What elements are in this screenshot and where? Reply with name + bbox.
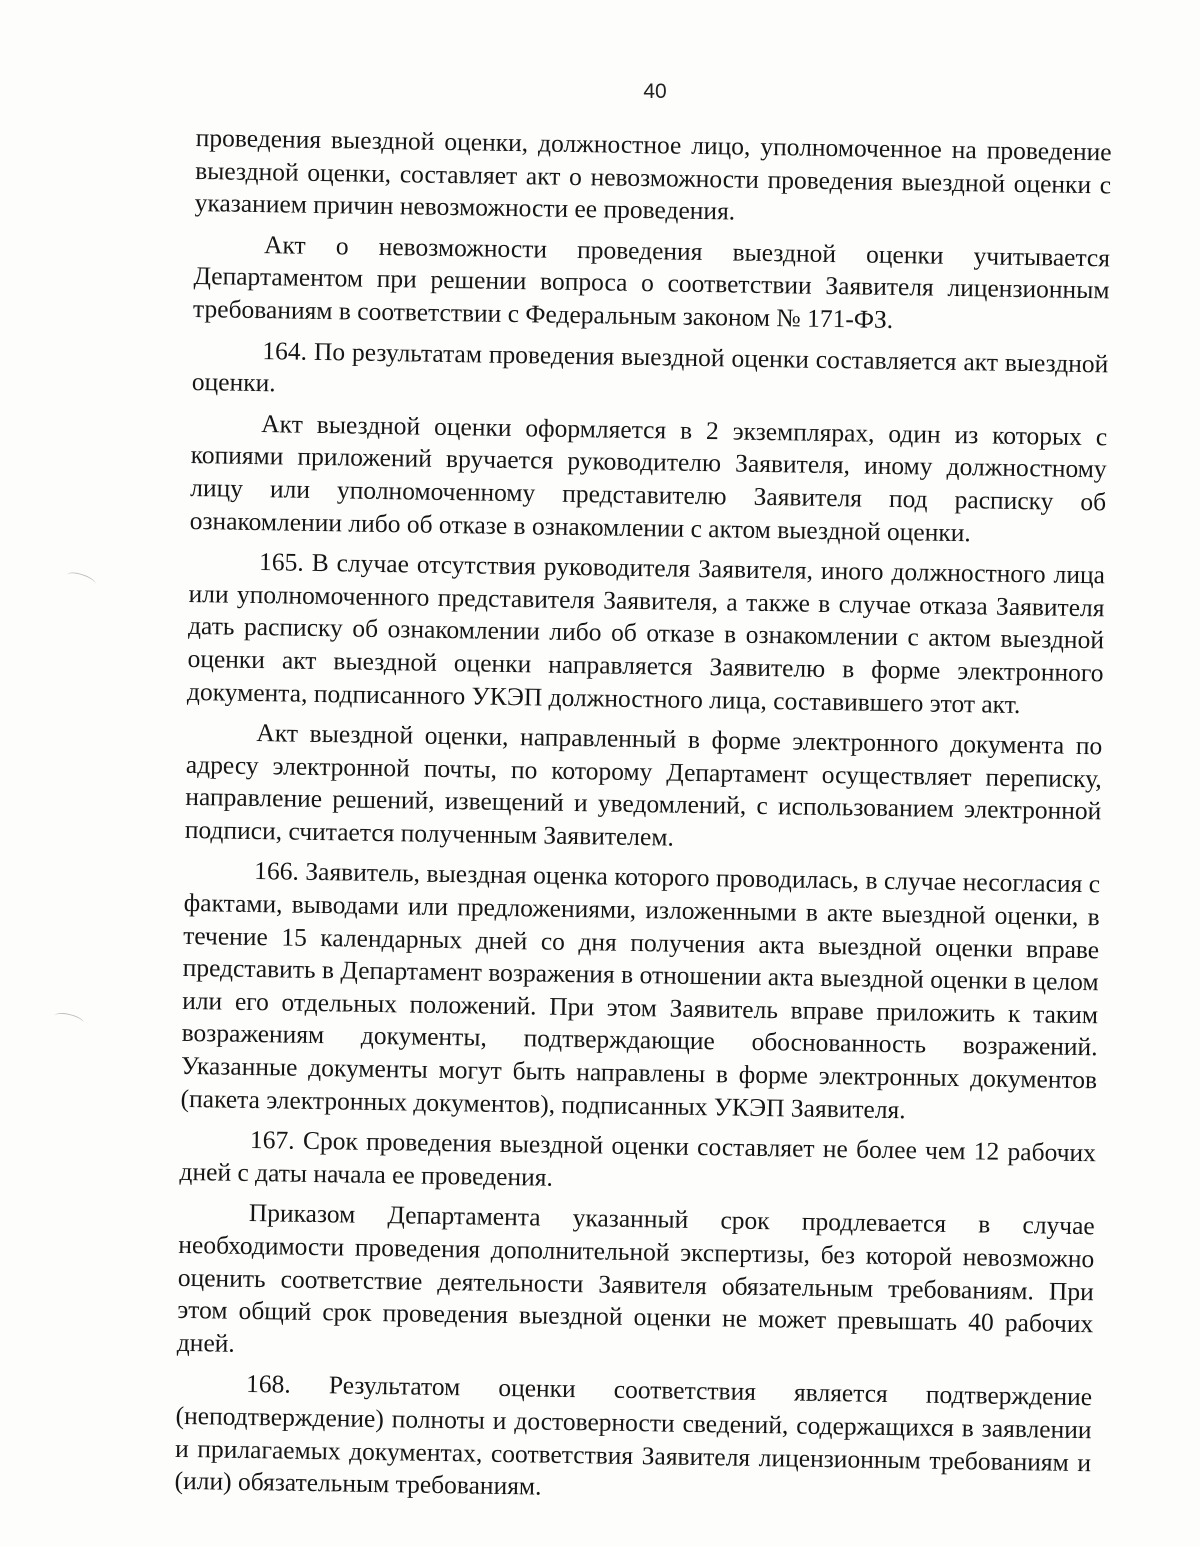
paragraph-164: 164. По результатам проведения выездной оценки составляется акт выездной оценки. <box>191 335 1109 398</box>
paragraph-168: 168. Результатом оценки соответствия является подтверждение (неподтверждение) полноты и достоверности сведений, содержащихся в заявлении и прилагаемых документах, соответствия Заявителя лицензионным требованиям и (или) обязательным требованиям. <box>174 1369 1093 1501</box>
document-body <box>174 122 1112 1520</box>
scan-artifact-mark <box>65 570 97 590</box>
paragraph-167: 167. Срок проведения выездной оценки составляет не более чем 12 рабочих дней с даты начала ее проведения. <box>179 1125 1097 1192</box>
paragraph-165: 165. В случае отсутствия руководителя Заявителя, иного должностного лица или уполномоченного представителя Заявителя, а также в случае отказа Заявителя дать расписку об ознакомлении либо об отказе в ознакомлении с актом выездной оценки акт выездной оценки направляется Заявителю в форме электронного документа, подписанного УКЭП должностного лица, составившего этот акт. <box>186 547 1106 719</box>
paragraph-continuation: проведения выездной оценки, должностное лицо, уполномоченное на проведение выездной оценки, составляет акт о невозможности проведения выездной оценки с указанием причин невозможности ее проведения. <box>194 122 1112 226</box>
page-number: 40 <box>643 80 667 103</box>
paragraph: Акт выездной оценки, направленный в форме электронного документа по адресу электронной почты, по которому Департамент осуществляет переписку, направление решений, извещений и уведомлений, с использованием электронной подписи, считается полученным Заявителем. <box>184 718 1103 852</box>
paragraph: Акт о невозможности проведения выездной оценки учитывается Департаментом при решении вопроса о соответствии Заявителя лицензионным требованиям в соответствии с Федеральным законом № 171-ФЗ. <box>192 229 1111 334</box>
paragraph: Акт выездной оценки оформляется в 2 экземплярах, один из которых с копиями приложений вручается руководителю Заявителя, иному должностному лицу или уполномоченному представителю Заявителя под расписку об ознакомлении либо об отказе в ознакомлении с актом выездной оценки. <box>189 408 1108 547</box>
scan-artifact-mark <box>53 1011 85 1029</box>
paragraph-166: 166. Заявитель, выездная оценка которого проводилась, в случае несогласия с фактами, выводами или предложениями, изложенными в акте выездной оценки, в течение 15 календарных дней со дня получения акта выездной оценки вправе представить в Департамент возражения в отношении акта выездной оценки в целом или его отдельных положений. При этом Заявитель вправе приложить к таким возражениям документы, подтверждающие обоснованность возражений. Указанные документы могут быть направлены в форме электронных документов (пакета электронных документов), подписанных УКЭП Заявителя. <box>180 856 1101 1124</box>
paragraph: Приказом Департамента указанный срок продлевается в случае необходимости проведения дополнительной экспертизы, без которой невозможно оценить соответствие деятельности Заявителя обязательным требованиям. При этом общий срок проведения выездной оценки не может превышать 40 рабочих дней. <box>176 1198 1095 1358</box>
